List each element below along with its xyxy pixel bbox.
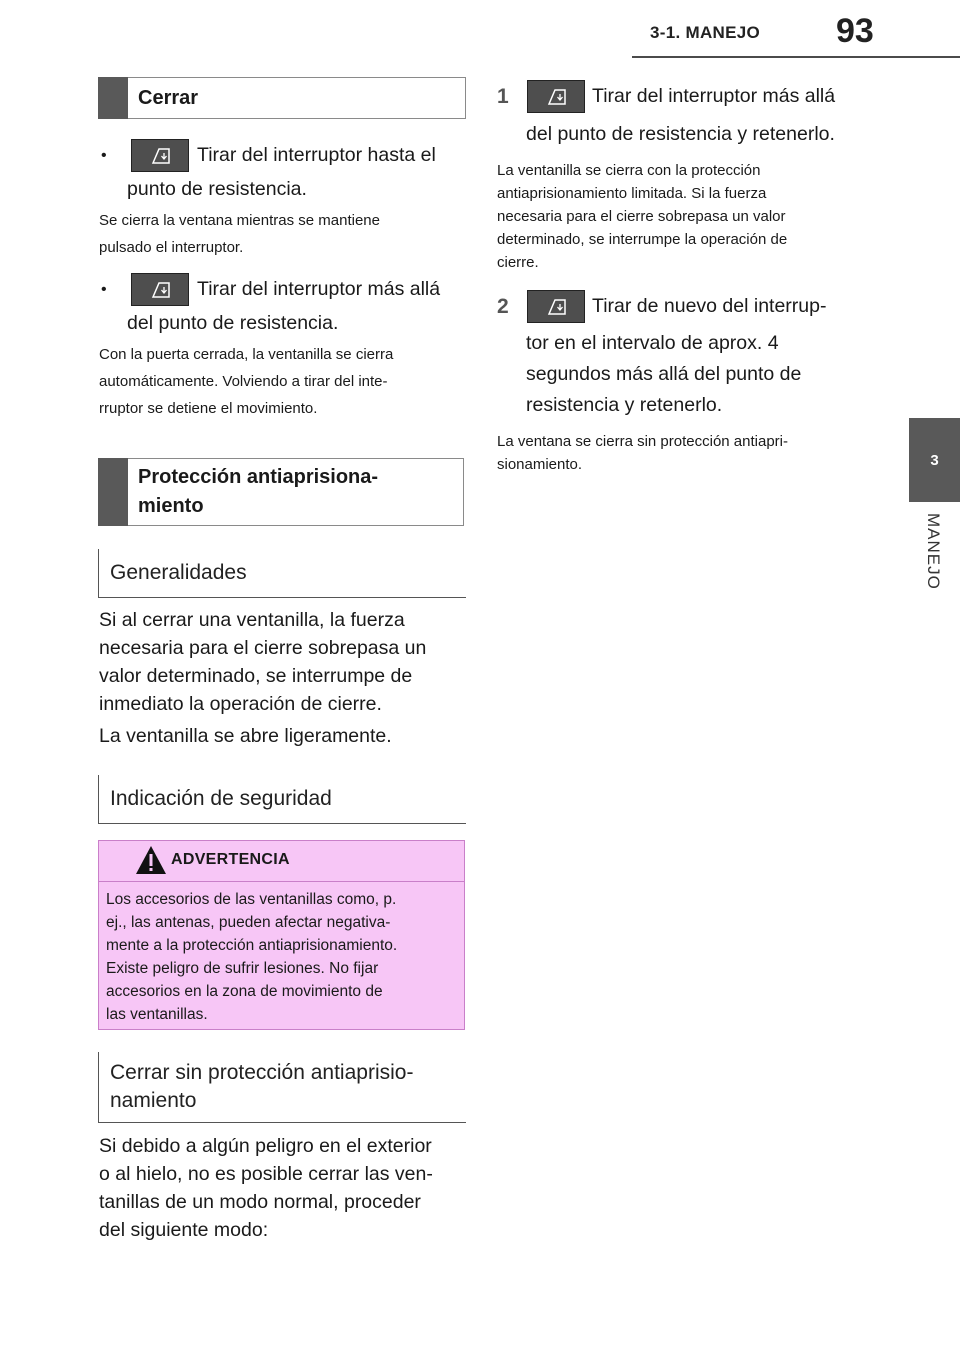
note-text: Se cierra la ventana mientras se mantiene pulsado el interruptor. [99,212,380,256]
step-number: 1 [497,84,509,108]
warning-text: Los accesorios de las ventanillas como, p. ej., las antenas, pueden afectar negativa- mente a la protección antiaprisionamiento. Existe peligro de sufrir lesiones. No fijar accesorios en la zona de movimiento de las ventanillas. [106,891,398,1023]
warning-triangle-icon [135,845,167,875]
warning-box [98,840,465,1030]
step-number: 2 [497,294,509,318]
step-continuation: tor en el intervalo de aprox. 4 segundos más allá del punto de resistencia y retenerlo. [526,332,802,416]
bullet-continuation: del punto de resistencia. [127,312,339,334]
section-title: 3-1. MANEJO [650,23,761,42]
window-switch-icon [131,273,189,306]
heading-proteccion: Protección antiaprisiona- miento [98,458,464,526]
chapter-tab[interactable] [909,418,960,502]
page-number: 93 [836,12,874,50]
window-switch-icon [527,290,585,323]
note-text: La ventana se cierra sin protección antiapri- sionamiento. [497,433,788,473]
warning-label: ADVERTENCIA [171,851,290,868]
warning-header [99,841,464,882]
note-text: La ventanilla se cierra con la protección antiaprisionamiento limitada. Si la fuerza necesaria para el cierre sobrepasa un valor determinado, se interrumpe la operación de cierre. [497,162,788,271]
chapter-label: MANEJO [924,513,943,590]
bullet-continuation: punto de resistencia. [127,178,307,200]
bullet-item: • Tirar del interruptor más allá [98,273,440,306]
body-text: Si al cerrar una ventanilla, la fuerza necesaria para el cierre sobrepasa un valor determinado, se interrumpe de inmediato la operación de cierre. [99,609,427,715]
subheading-generalidades: Generalidades [98,549,466,598]
step-continuation: del punto de resistencia y retenerlo. [526,123,835,145]
header-rule [632,56,960,58]
bullet-item: • Tirar del interruptor hasta el [98,139,436,172]
subheading-seguridad: Indicación de seguridad [98,775,466,824]
body-text: La ventanilla se abre ligeramente. [99,725,392,747]
note-text: Con la puerta cerrada, la ventanilla se cierra automáticamente. Volviendo a tirar del inte- rruptor se detiene el movimiento. [99,346,394,417]
chapter-number: 3 [930,451,939,469]
body-text: Si debido a algún peligro en el exterior o al hielo, no es posible cerrar las ven- tanillas de un modo normal, proceder del siguiente modo: [99,1135,433,1241]
step-item: 1 Tirar del interruptor más allá [497,80,835,113]
step-item: 2 Tirar de nuevo del interrup- [497,290,826,323]
subheading-sin-proteccion: Cerrar sin protección antiaprisio- namiento [98,1052,466,1123]
window-switch-icon [527,80,585,113]
window-switch-icon [131,139,189,172]
page-header [0,0,960,62]
heading-cerrar: Cerrar [98,77,466,119]
